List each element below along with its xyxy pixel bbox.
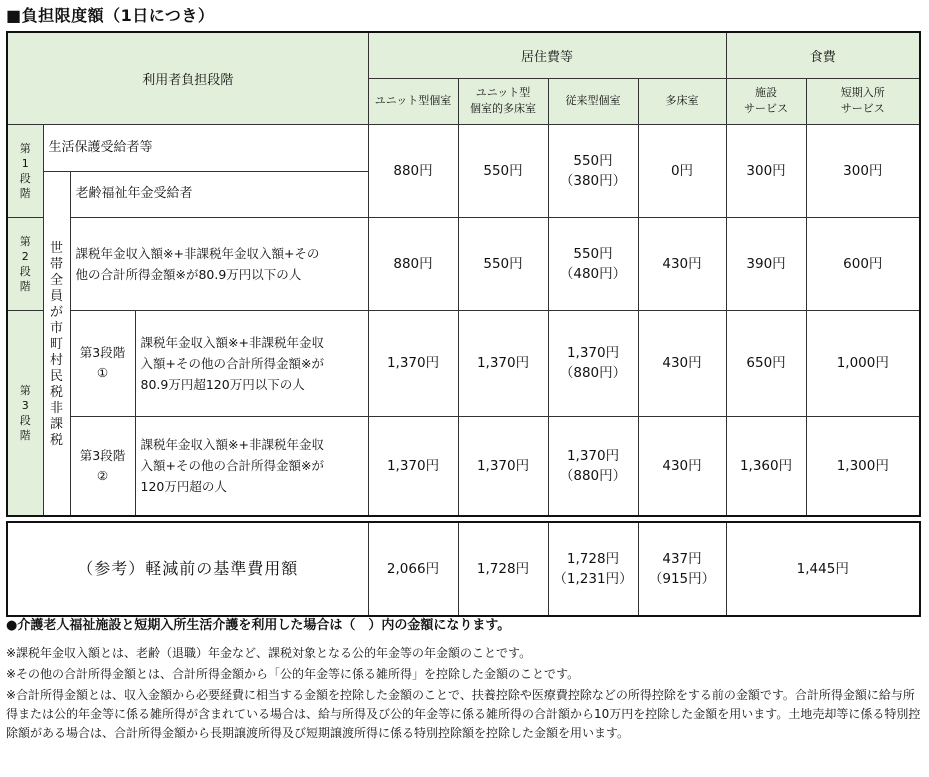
household-label: 世 帯 全 員 が 市 町 村 民 税 非 課 税 — [43, 171, 70, 516]
stage3-2-multi: 430円 — [638, 416, 726, 516]
stage3-1-unit-private: 1,370円 — [368, 310, 458, 416]
col-multi: 多床室 — [638, 78, 726, 124]
stage2-description: 課税年金収入額※+非課税年金収入額+その 他の合計所得金額※が80.9万円以下の人 — [70, 217, 368, 310]
note-taxable-pension: ※課税年金収入額とは、老齢（退職）年金など、課税対象となる公的年金等の年金額のことです。 — [6, 646, 532, 660]
stage1-welfare-label: 生活保護受給者等 — [43, 124, 368, 171]
stage1-unit-semi: 550円 — [458, 124, 548, 217]
reference-table — [6, 521, 921, 617]
stage1-pension-label: 老齢福祉年金受給者 — [70, 171, 368, 217]
stage3-1-description: 課税年金収入額※+非課税年金収 入額+その他の合計所得金額※が 80.9万円超120万円以下の人 — [135, 310, 368, 416]
note-other-income: ※その他の合計所得金額とは、合計所得金額から「公的年金等に係る雑所得」を控除した金額のことです。 — [6, 667, 580, 681]
stage3-2-sublabel: 第3段階 ② — [70, 416, 135, 516]
reference-label: （参考）軽減前の基準費用額 — [7, 522, 368, 616]
reference-unit-semi: 1,728円 — [458, 522, 548, 616]
col-conv-private: 従来型個室 — [548, 78, 638, 124]
stage2-label: 第 2 段 階 — [7, 217, 43, 310]
limit-table — [6, 31, 921, 517]
stage3-label: 第 3 段 階 — [7, 310, 43, 516]
food-header: 食費 — [726, 32, 920, 78]
reference-food: 1,445円 — [726, 522, 920, 616]
stage2-short: 600円 — [806, 217, 920, 310]
residence-header: 居住費等 — [368, 32, 726, 78]
stage2-unit-private: 880円 — [368, 217, 458, 310]
stage3-2-unit-private: 1,370円 — [368, 416, 458, 516]
col-unit-private: ユニット型個室 — [368, 78, 458, 124]
stage3-2-facility: 1,360円 — [726, 416, 806, 516]
page-title: ■負担限度額（1日につき） — [6, 6, 215, 25]
stage1-multi: 0円 — [638, 124, 726, 217]
stage1-unit-private: 880円 — [368, 124, 458, 217]
stage3-1-short: 1,000円 — [806, 310, 920, 416]
stage3-1-sublabel: 第3段階 ① — [70, 310, 135, 416]
stage3-1-facility: 650円 — [726, 310, 806, 416]
col-unit-semi: ユニット型 個室的多床室 — [458, 78, 548, 124]
notes-section — [6, 616, 924, 743]
stage2-facility: 390円 — [726, 217, 806, 310]
reference-multi: 437円 （915円） — [638, 522, 726, 616]
note-total-income: ※合計所得金額とは、収入金額から必要経費に相当する金額を控除した金額のことで、扶養控除や医療費控除などの所得控除をする前の金額です。合計所得金額に給与所得または公的年金等に係る雑所得が含まれている場合は、給与所得及び公的年金等に係る雑所得の合計額から10万円を控除した金額を用います。土地売却等に係る特別控除額がある場合は、合計所得金額から長期譲渡所得及び短期譲渡所得に係る特別控除額を控除した金額を用います。 — [6, 688, 921, 740]
stage3-1-conv-private: 1,370円 （880円） — [548, 310, 638, 416]
stage1-short: 300円 — [806, 124, 920, 217]
col-short: 短期入所 サービス — [806, 78, 920, 124]
col-facility: 施設 サービス — [726, 78, 806, 124]
stage2-multi: 430円 — [638, 217, 726, 310]
stage3-1-unit-semi: 1,370円 — [458, 310, 548, 416]
stage2-conv-private: 550円 （480円） — [548, 217, 638, 310]
stage3-2-unit-semi: 1,370円 — [458, 416, 548, 516]
reference-conv-private: 1,728円 （1,231円） — [548, 522, 638, 616]
stage2-unit-semi: 550円 — [458, 217, 548, 310]
stage3-2-conv-private: 1,370円 （880円） — [548, 416, 638, 516]
stage-header: 利用者負担段階 — [7, 32, 368, 124]
stage3-2-short: 1,300円 — [806, 416, 920, 516]
stage1-conv-private: 550円 （380円） — [548, 124, 638, 217]
stage3-2-description: 課税年金収入額※+非課税年金収 入額+その他の合計所得金額※が 120万円超の人 — [135, 416, 368, 516]
stage3-1-multi: 430円 — [638, 310, 726, 416]
stage1-label: 第 1 段 階 — [7, 124, 43, 217]
reference-unit-private: 2,066円 — [368, 522, 458, 616]
stage1-facility: 300円 — [726, 124, 806, 217]
paren-amount-note: ●介護老人福祉施設と短期入所生活介護を利用した場合は（ ）内の金額になります。 — [6, 618, 511, 633]
